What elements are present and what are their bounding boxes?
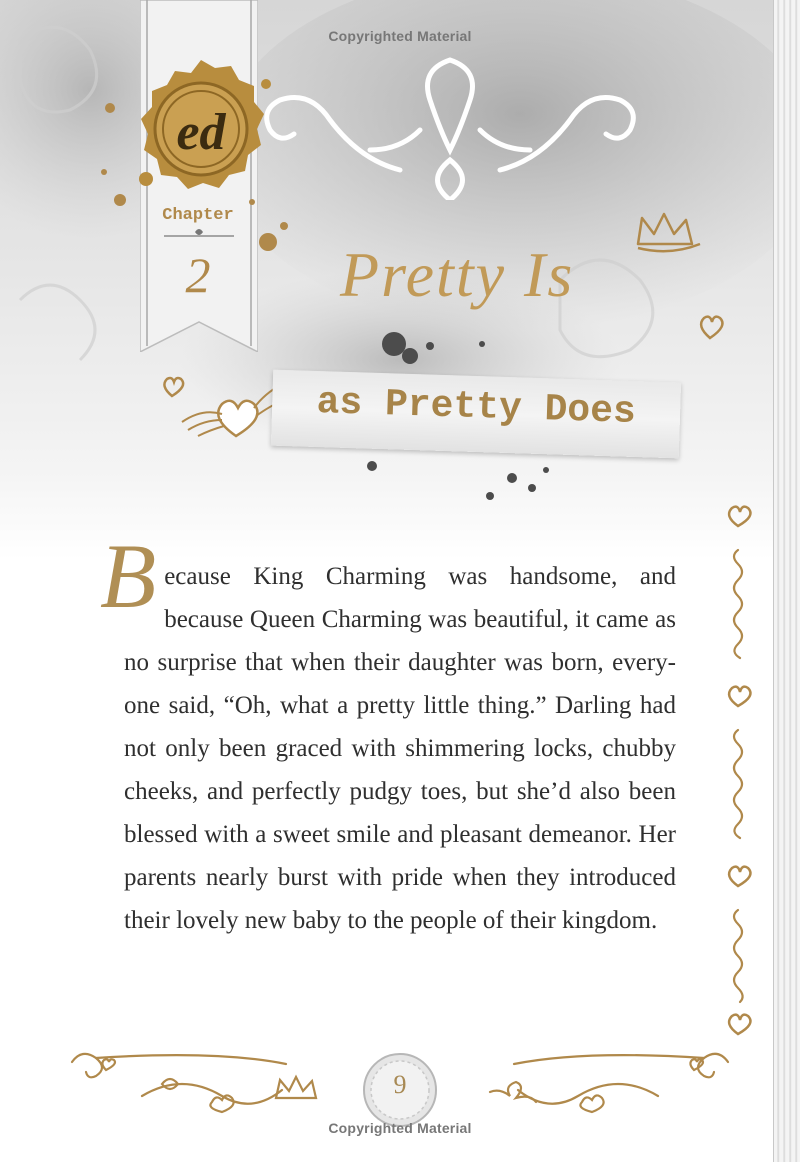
swirl-border-icon [722,540,758,1020]
drop-cap: B [100,525,157,627]
chapter-subtitle: as Pretty Does [315,380,637,435]
copyright-watermark-bottom: Copyrighted Material [328,1120,472,1136]
svg-text:ed: ed [176,104,226,161]
chapter-label: Chapter [162,206,234,225]
page-number: 9 [393,1070,407,1099]
chapter-title-script: Pretty Is [340,239,575,310]
chapter-body [100,525,676,942]
chapter-number: 2 [185,247,211,303]
body-paragraph: ecause King Charming was handsome, and because Queen Charming was beautiful, it came as no surprise that when their daughter was born, everyone said, “Oh, what a pretty little thing.” Darling had not only been graced with shimmering locks, chubby cheeks, and perfectly pudgy toes, but she’d also been blessed with a sweet smile and pleasant demeanor. Her parents nearly burst with pride when they introduced their lovely new baby to the people of their kingdom. [124,563,676,934]
copyright-watermark-top: Copyrighted Material [328,28,472,44]
title-tape [271,370,681,459]
